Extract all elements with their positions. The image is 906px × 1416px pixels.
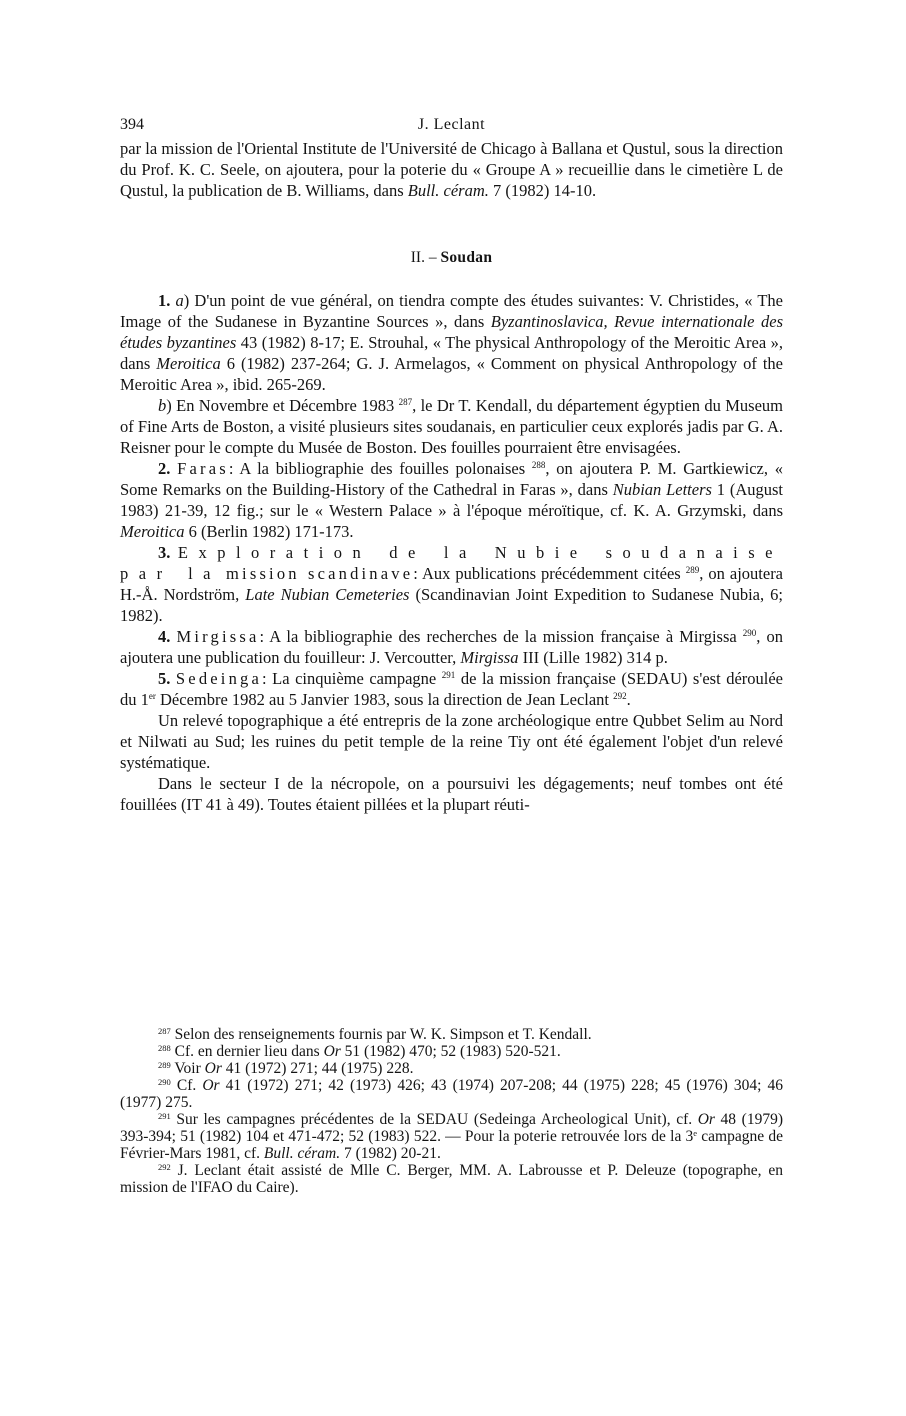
- running-header: [120, 112, 783, 138]
- site-heading-faras: Faras: [177, 459, 229, 478]
- section-heading: [120, 247, 783, 268]
- page-number: 394: [120, 116, 144, 133]
- footnote-ref-290: 290: [742, 628, 757, 638]
- site-heading-exploration: Exploration de la Nubie soudanaise par la: [120, 543, 784, 583]
- footnote-288: $^{288}$ Cf. en dernier lieu dans Or 51 (1982) 470; 52 (1983) 520-521.: [158, 1043, 561, 1060]
- footnote-290: $^{290}$ Cf. Or 41 (1972) 271; 42 (1973) 426; 43 (1974) 207-208; 44 (1975) 228; 45 (1976) 304; 46 (1977) 275.: [120, 1077, 783, 1111]
- footnote-ref-289: 289: [685, 565, 700, 575]
- site-heading-sedeinga: Sedeinga: [175, 669, 263, 688]
- section-title: Soudan: [440, 249, 493, 266]
- footnote-ref-287: 287: [398, 397, 413, 407]
- paragraph-1a: 1. a) D'un point de vue général, on tiendra compte des études suivantes: V. Christides, « The Image of the Sudanese in Byzantine Sources », dans Byzantinoslavica, Revue internationale des études byzantines 43 (1982) 8-17; E. Strouhal, « The physical Anthropology of the Meroitic Area », dans Meroitica 6 (1982) 237-264; G. J. Armelagos, « Comment on physical Anthropology of the Meroitic Area », ibid. 265-269.: [120, 291, 784, 394]
- footnote-292: $^{292}$ J. Leclant était assisté de Mlle C. Berger, MM. A. Labrousse et P. Deleuze (topographe, en mission de l'IFAO du Caire).: [120, 1162, 783, 1196]
- footnote-ref-288: 288: [531, 460, 546, 470]
- page-content: [120, 112, 783, 815]
- body-text: [120, 138, 783, 815]
- intro-paragraph: par la mission de l'Oriental Institute de l'Université de Chicago à Ballana et Qustul, sous la direction du Prof. K. C. Seele, on ajoutera, pour la poterie du « Groupe A » recueillie dans le cimetière L de Qustul, la publication de B. Williams, dans Bull. céram. 7 (1982) 14-10.: [120, 139, 783, 200]
- paragraph-3-exploration: 3. Exploration de la Nubie soudanaise par la mission scandinave: Aux publications précédemment citées $^{289}$, on ajoutera H.-Å. Nordström, Late Nubian Cemeteries (Scandinavian Joint Expedition to Sudanese Nubia, 6; 1982).: [120, 543, 784, 625]
- paragraph-5-sedeinga: 5. Sedeinga: La cinquième campagne $^{291}$ de la mission française (SEDAU) s'est déroulée du 1er Décembre 1982 au 5 Janvier 1983, sous la direction de Jean Leclant $^{292}$.: [120, 669, 783, 709]
- footnotes: [120, 1026, 783, 1196]
- paragraph-2-faras: 2. Faras: A la bibliographie des fouilles polonaises $^{288}$, on ajoutera P. M. Gartkiewicz, « Some Remarks on the Building-History of the Cathedral in Faras », dans Nubian Letters 1 (August 1983) 21-39, 12 fig.; sur le « Western Palace » à l'époque méroïtique, cf. K. A. Grzymski, dans Meroitica 6 (Berlin 1982) 171-173.: [120, 459, 784, 541]
- section-number: II. –: [410, 249, 437, 266]
- running-author: J. Leclant: [417, 116, 486, 133]
- footnote-289: $^{289}$ Voir Or 41 (1972) 271; 44 (1975) 228.: [158, 1060, 414, 1077]
- footnote-287: $^{287}$ Selon des renseignements fournis par W. K. Simpson et T. Kendall.: [158, 1026, 592, 1043]
- paragraph-1b: b) En Novembre et Décembre 1983 $^{287}$, le Dr T. Kendall, du département égyptien du Museum of Fine Arts de Boston, a visité plusieurs sites soudanais, en particulier ceux explorés jadis par G. A. Reisner pour le compte du Musée de Boston. Des fouilles pourraient être envisagées.: [120, 396, 783, 457]
- site-heading-mission-scandinave: mission scandinave: [226, 564, 414, 583]
- site-heading-mirgissa: Mirgissa: [176, 627, 260, 646]
- paragraph-6: Un relevé topographique a été entrepris de la zone archéologique entre Qubbet Selim au Nord et Nilwati au Sud; les ruines du petit temple de la reine Tiy ont été également l'objet d'un relevé systématique.: [120, 711, 783, 772]
- paragraph-7: Dans le secteur I de la nécropole, on a poursuivi les dégagements; neuf tombes ont été fouillées (IT 41 à 49). Toutes étaient pillées et la plupart réuti-: [120, 774, 783, 814]
- footnote-ref-292: 292: [613, 691, 627, 701]
- footnote-291: $^{291}$ Sur les campagnes précédentes de la SEDAU (Sedeinga Archeological Unit), cf. Or 48 (1979) 393-394; 51 (1982) 104 et 471-472; 52 (1983) 522. — Pour la poterie retrouvée lors de la 3e campagne de Février-Mars 1981, cf. Bull. céram. 7 (1982) 20-21.: [120, 1111, 783, 1162]
- footnote-ref-291: 291: [441, 670, 456, 680]
- paragraph-4-mirgissa: 4. Mirgissa: A la bibliographie des recherches de la mission française à Mirgissa $^{290}$, on ajoutera une publication du fouilleur: J. Vercoutter, Mirgissa III (Lille 1982) 314 p.: [120, 627, 784, 667]
